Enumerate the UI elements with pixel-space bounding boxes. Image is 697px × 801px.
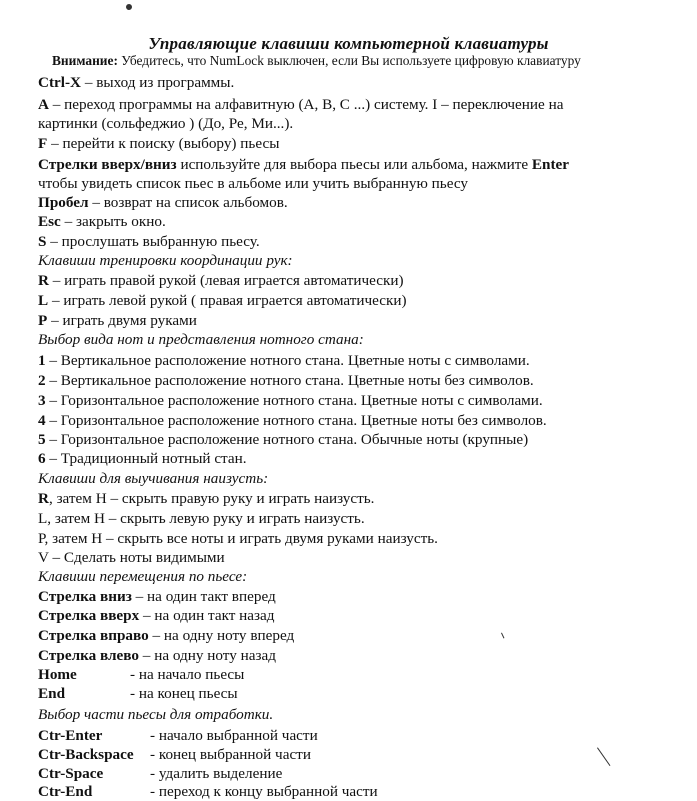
- line-text: – Горизонтальное расположение нотного стана. Обычные ноты (крупные): [45, 431, 529, 448]
- key-label: Home: [38, 666, 77, 683]
- key-label: 6: [38, 450, 46, 467]
- line-text: - на конец пьесы: [130, 685, 238, 702]
- line-text: картинки (сольфеджио ) (До, Ре, Ми...).: [38, 115, 294, 132]
- line-arrow-right: [38, 627, 294, 645]
- line-text: – прослушать выбранную пьесу.: [46, 233, 260, 250]
- key-label: F: [38, 135, 48, 152]
- line-text: V – Сделать ноты видимыми: [38, 549, 225, 566]
- line-text: чтобы увидеть список пьес в альбоме или учить выбранную пьесу: [38, 175, 468, 192]
- line-esc: [38, 213, 166, 231]
- line-arrows: [38, 156, 569, 174]
- line-4: [38, 412, 547, 430]
- line-ctr-end: [38, 783, 378, 801]
- line-text: – на одну ноту вперед: [148, 627, 295, 644]
- section-heading-part: Выбор части пьесы для отработки.: [38, 706, 274, 723]
- key-label: 4: [38, 412, 46, 429]
- key-label: Стрелка вниз: [38, 588, 132, 605]
- line-text: - удалить выделение: [150, 765, 283, 782]
- line-text: – перейти к поиску (выбору) пьесы: [47, 135, 280, 152]
- line-ctrl-x: [38, 74, 234, 92]
- line-5: [38, 431, 528, 449]
- key-label: End: [38, 685, 66, 702]
- line-rh: [38, 490, 374, 508]
- key-label: Пробел: [38, 194, 89, 211]
- key-label: Стрелка вправо: [38, 627, 149, 644]
- section-heading-notes: Выбор вида нот и представления нотного стана:: [38, 331, 364, 348]
- line-text: – Традиционный нотный стан.: [45, 450, 247, 467]
- key-label: A: [38, 96, 49, 113]
- line-text: используйте для выбора пьесы или альбома, нажмите: [176, 156, 532, 173]
- line-text: – играть левой рукой ( правая играется автоматически): [48, 292, 407, 309]
- scan-mark: [501, 633, 504, 639]
- line-l: [38, 292, 407, 310]
- line-text: L, затем Н – скрыть левую руку и играть наизусть.: [38, 510, 365, 527]
- line-text: – играть двумя руками: [47, 312, 197, 329]
- key-label: S: [38, 233, 47, 250]
- key-label: Ctr-Enter: [38, 727, 103, 744]
- key-label: P: [38, 312, 48, 329]
- key-label: Ctr-Backspace: [38, 746, 134, 763]
- line-arrow-up: [38, 607, 275, 625]
- line-v: [38, 549, 225, 567]
- key-label: Стрелки вверх/вниз: [38, 156, 177, 173]
- scan-mark: [597, 747, 610, 766]
- line-end: [38, 685, 238, 703]
- key-label: R: [38, 490, 49, 507]
- line-text: – возврат на список альбомов.: [88, 194, 288, 211]
- key-label: Стрелка влево: [38, 647, 139, 664]
- line-3: [38, 392, 543, 410]
- line-text: – на одну ноту назад: [139, 647, 276, 664]
- section-heading-memorize: Клавиши для выучивания наизусть:: [38, 470, 269, 487]
- line-arrows-cont: [38, 175, 468, 193]
- line-6: [38, 450, 247, 468]
- line-lh: [38, 510, 365, 528]
- warning-line: [52, 52, 581, 70]
- line-text: - конец выбранной части: [150, 746, 311, 763]
- line-text: – Горизонтальное расположение нотного стана. Цветные ноты с символами.: [45, 392, 543, 409]
- line-text: – на один такт вперед: [131, 588, 276, 605]
- scan-dot: [126, 4, 132, 10]
- key-label: R: [38, 272, 49, 289]
- warning-text: Убедитесь, что NumLock выключен, если Вы используете цифровую клавиатуру: [117, 53, 581, 68]
- line-text: , затем Н – скрыть правую руку и играть наизусть.: [48, 490, 375, 507]
- key-label: Ctr-Space: [38, 765, 104, 782]
- line-home: [38, 666, 244, 684]
- line-arrow-left: [38, 647, 276, 665]
- page-title: Управляющие клавиши компьютерной клавиатуры: [148, 34, 549, 53]
- key-label: Стрелка вверх: [38, 607, 140, 624]
- section-heading-navigation: Клавиши перемещения по пьесе:: [38, 568, 248, 585]
- key-label: 2: [38, 372, 46, 389]
- line-text: – Вертикальное расположение нотного стана. Цветные ноты без символов.: [45, 372, 534, 389]
- line-text: – закрыть окно.: [60, 213, 166, 230]
- line-f: [38, 135, 279, 153]
- line-text: Р, затем Н – скрыть все ноты и играть двумя руками наизусть.: [38, 530, 438, 547]
- line-ph: [38, 530, 438, 548]
- line-text: - на начало пьесы: [130, 666, 245, 683]
- key-label: Esc: [38, 213, 61, 230]
- line-arrow-down: [38, 588, 276, 606]
- line-ctr-backspace: [38, 746, 311, 764]
- line-ctr-space: [38, 765, 282, 783]
- key-label: 1: [38, 352, 46, 369]
- section-heading-coordination: Клавиши тренировки координации рук:: [38, 252, 293, 269]
- key-label: 3: [38, 392, 46, 409]
- line-a-cont: [38, 115, 293, 133]
- line-text: – выход из программы.: [81, 74, 235, 91]
- key-label: L: [38, 292, 49, 309]
- line-space: [38, 194, 288, 212]
- line-text: - начало выбранной части: [150, 727, 318, 744]
- line-s: [38, 233, 260, 251]
- key-label: 5: [38, 431, 46, 448]
- line-r: [38, 272, 404, 290]
- line-text: – Вертикальное расположение нотного стана. Цветные ноты с символами.: [45, 352, 530, 369]
- line-ctr-enter: [38, 727, 318, 745]
- line-text: – на один такт назад: [139, 607, 275, 624]
- key-label: Enter: [531, 156, 570, 173]
- line-text: - переход к концу выбранной части: [150, 783, 378, 800]
- line-p: [38, 312, 197, 330]
- key-label: Ctr-End: [38, 783, 93, 800]
- warning-label: Внимание:: [52, 53, 118, 68]
- line-text: – Горизонтальное расположение нотного стана. Цветные ноты без символов.: [45, 412, 547, 429]
- key-label: Ctrl-X: [38, 74, 82, 91]
- line-text: – играть правой рукой (левая играется автоматически): [48, 272, 404, 289]
- line-1: [38, 352, 530, 370]
- line-2: [38, 372, 534, 390]
- line-a: [38, 96, 563, 114]
- line-text: – переход программы на алфавитную (A, B, C ...) систему. I – переключение на: [48, 96, 564, 113]
